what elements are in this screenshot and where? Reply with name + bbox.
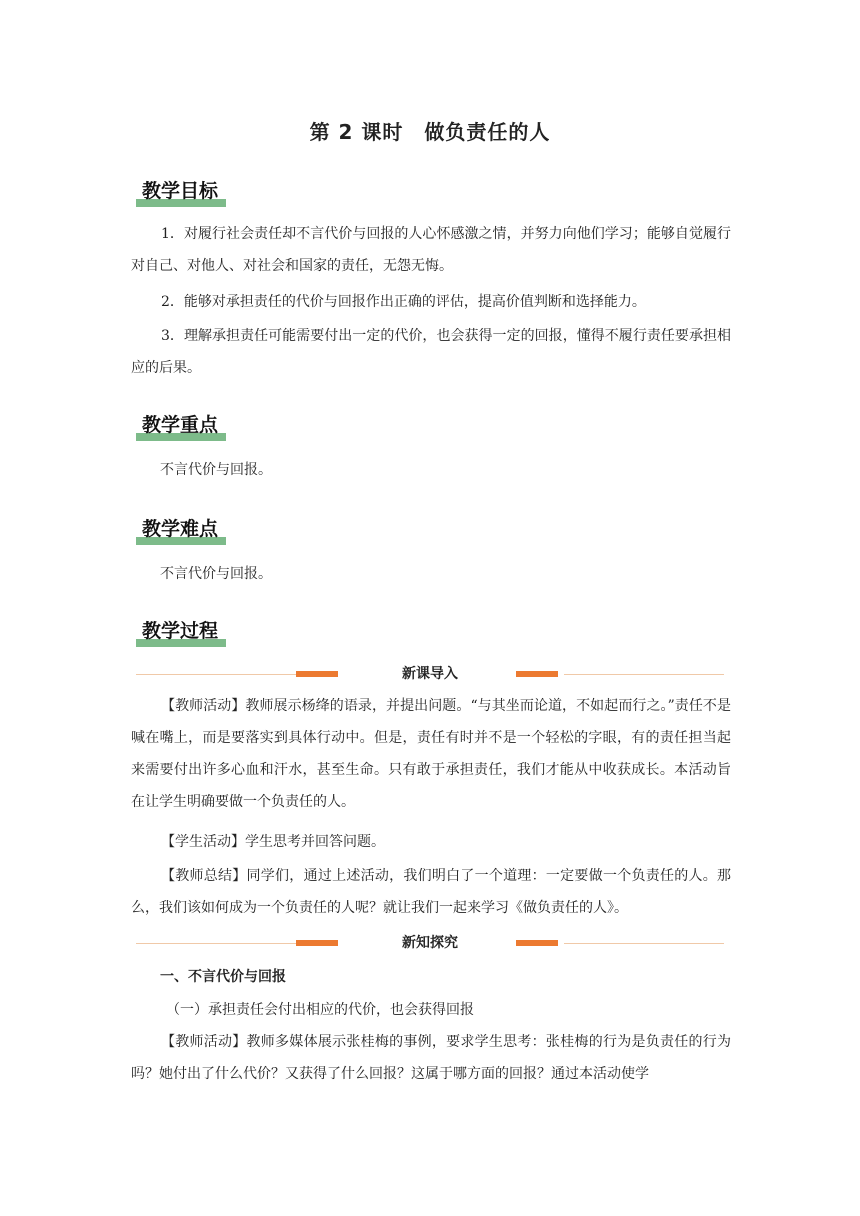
section-label: 教学过程 [142, 620, 219, 642]
section-heading-process [136, 616, 224, 643]
section-heading-difficulty [136, 514, 224, 541]
section-heading-goals [136, 176, 224, 203]
divider-title: 新知探究 [402, 935, 458, 951]
explore-heading: 一、不言代价与回报 [160, 969, 286, 985]
section-heading-key [136, 410, 224, 437]
goal-item-1: 1．对履行社会责任却不言代价与回报的人心怀感激之情，并努力向他们学习；能够自觉履行对自己、对他人、对社会和国家的责任，无怨无悔。 [131, 226, 731, 274]
intro-student-activity: 【学生活动】学生思考并回答问题。 [161, 834, 385, 850]
divider-explore [136, 932, 724, 954]
key-point-text: 不言代价与回报。 [160, 462, 272, 478]
intro-teacher-summary: 【教师总结】同学们，通过上述活动，我们明白了一个道理：一定要做一个负责任的人。那么，我们该如何成为一个负责任的人呢？就让我们一起来学习《做负责任的人》。 [131, 868, 731, 916]
divider-line-right [564, 943, 724, 944]
goal-item-2: 2．能够对承担责任的代价与回报作出正确的评估，提高价值判断和选择能力。 [161, 294, 646, 310]
explore-teacher-activity: 【教师活动】教师多媒体展示张桂梅的事例，要求学生思考：张桂梅的行为是负责任的行为吗？她付出了什么代价？又获得了什么回报？这属于哪方面的回报？通过本活动使学 [131, 1034, 731, 1082]
divider-title: 新课导入 [402, 666, 458, 682]
intro-teacher-activity: 【教师活动】教师展示杨绛的语录，并提出问题。“与其坐而论道，不如起而行之。”责任不是喊在嘴上，而是要落实到具体行动中。但是，责任有时并不是一个轻松的字眼，有的责任担当起来需要付出许多心血和汗水，甚至生命。只有敢于承担责任，我们才能从中收获成长。本活动旨在让学生明确要做一个负责任的人。 [131, 698, 731, 810]
divider-block-right [516, 940, 558, 946]
section-label: 教学重点 [142, 414, 219, 436]
explore-subheading: （一）承担责任会付出相应的代价，也会获得回报 [166, 1002, 474, 1018]
page-title: 第 2 课时 做负责任的人 [309, 120, 551, 144]
difficulty-text: 不言代价与回报。 [160, 566, 272, 582]
section-label: 教学难点 [142, 518, 219, 540]
section-label: 教学目标 [142, 180, 219, 202]
divider-block-right [516, 671, 558, 677]
divider-line-right [564, 674, 724, 675]
goal-item-3: 3．理解承担责任可能需要付出一定的代价，也会获得一定的回报，懂得不履行责任要承担相应的后果。 [131, 328, 731, 376]
divider-intro [136, 663, 724, 685]
